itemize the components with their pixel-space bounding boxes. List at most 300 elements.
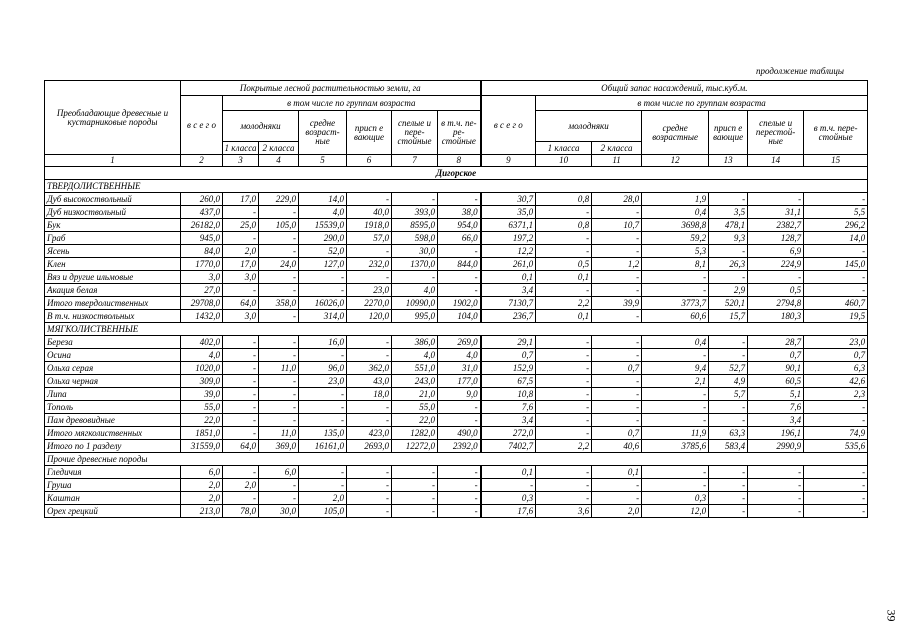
value-cell: - [438, 193, 481, 206]
value-cell: 52,7 [709, 362, 748, 375]
value-cell: 29708,0 [181, 297, 223, 310]
value-cell: 844,0 [438, 258, 481, 271]
value-cell: 6371,1 [481, 219, 536, 232]
value-cell: 7402,7 [481, 440, 536, 453]
value-cell: 1902,0 [438, 297, 481, 310]
value-cell: 16,0 [299, 336, 347, 349]
value-cell: 2990,9 [748, 440, 804, 453]
value-cell: 0,1 [481, 466, 536, 479]
species-name-cell: Итого по 1 разделу [45, 440, 181, 453]
value-cell: 196,1 [748, 427, 804, 440]
area-age-header: в том числе по группам возраста [223, 96, 481, 111]
column-number: 2 [181, 155, 223, 167]
table-row [45, 258, 868, 271]
species-name-cell: Орех грецкий [45, 505, 181, 518]
value-cell: 16026,0 [299, 297, 347, 310]
value-cell: 1282,0 [392, 427, 438, 440]
value-cell: - [709, 414, 748, 427]
species-name-cell: Липа [45, 388, 181, 401]
value-cell: 460,7 [804, 297, 868, 310]
stock-young1-header: 1 класса [536, 142, 592, 155]
stock-middle-header: средне возрастные [642, 111, 709, 155]
value-cell: - [804, 492, 868, 505]
value-cell: - [748, 193, 804, 206]
value-cell: - [347, 271, 392, 284]
value-cell: 25,0 [223, 219, 259, 232]
value-cell: - [223, 492, 259, 505]
value-cell: 490,0 [438, 427, 481, 440]
value-cell: - [592, 479, 642, 492]
table-row [45, 414, 868, 427]
value-cell: - [642, 401, 709, 414]
table-row [45, 232, 868, 245]
value-cell: - [804, 466, 868, 479]
value-cell: 23,0 [347, 284, 392, 297]
value-cell: 296,2 [804, 219, 868, 232]
value-cell: 42,6 [804, 375, 868, 388]
value-cell: 35,0 [481, 206, 536, 219]
column-number: 12 [642, 155, 709, 167]
value-cell: 213,0 [181, 505, 223, 518]
value-cell: - [347, 336, 392, 349]
value-cell: - [259, 479, 299, 492]
value-cell: 3,4 [748, 414, 804, 427]
value-cell: 0,4 [642, 336, 709, 349]
value-cell: 78,0 [223, 505, 259, 518]
value-cell: 64,0 [223, 297, 259, 310]
value-cell: - [223, 401, 259, 414]
value-cell: - [748, 505, 804, 518]
value-cell: - [259, 414, 299, 427]
value-cell: 0,3 [642, 492, 709, 505]
value-cell: 31559,0 [181, 440, 223, 453]
value-cell: 2,3 [804, 388, 868, 401]
value-cell: 3773,7 [642, 297, 709, 310]
value-cell: - [709, 271, 748, 284]
value-cell: 27,0 [181, 284, 223, 297]
species-name-cell: Береза [45, 336, 181, 349]
column-number: 7 [392, 155, 438, 167]
value-cell: - [748, 466, 804, 479]
value-cell: 945,0 [181, 232, 223, 245]
value-cell: - [347, 505, 392, 518]
value-cell: 197,2 [481, 232, 536, 245]
value-cell: - [642, 284, 709, 297]
value-cell: - [438, 505, 481, 518]
section-row [45, 180, 868, 193]
species-name-cell: Бук [45, 219, 181, 232]
value-cell: - [592, 349, 642, 362]
value-cell: - [299, 414, 347, 427]
table-row [45, 375, 868, 388]
value-cell: 4,0 [181, 349, 223, 362]
section-label: МЯГКОЛИСТВЕННЫЕ [45, 323, 868, 336]
table-row [45, 362, 868, 375]
value-cell: 1851,0 [181, 427, 223, 440]
value-cell: 954,0 [438, 219, 481, 232]
value-cell: 1,9 [642, 193, 709, 206]
value-cell: 24,0 [259, 258, 299, 271]
value-cell: 402,0 [181, 336, 223, 349]
value-cell: - [347, 466, 392, 479]
table-row [45, 219, 868, 232]
value-cell: 90,1 [748, 362, 804, 375]
species-name-cell: Вяз и другие ильмовые [45, 271, 181, 284]
value-cell: - [536, 362, 592, 375]
area-young1-header: 1 класса [223, 142, 259, 155]
value-cell: 4,0 [392, 284, 438, 297]
value-cell: 23,0 [804, 336, 868, 349]
value-cell: 4,9 [709, 375, 748, 388]
value-cell: 12,2 [481, 245, 536, 258]
value-cell: 74,9 [804, 427, 868, 440]
value-cell: 128,7 [748, 232, 804, 245]
section-row [45, 323, 868, 336]
value-cell: 995,0 [392, 310, 438, 323]
value-cell: 2,1 [642, 375, 709, 388]
value-cell: 0,3 [481, 492, 536, 505]
value-cell: 127,0 [299, 258, 347, 271]
value-cell: 2,0 [223, 245, 259, 258]
species-name-cell: Ольха черная [45, 375, 181, 388]
table-row [45, 193, 868, 206]
value-cell: - [347, 479, 392, 492]
value-cell: - [592, 336, 642, 349]
value-cell: - [804, 193, 868, 206]
area-young2-header: 2 класса [259, 142, 299, 155]
value-cell: 43,0 [347, 375, 392, 388]
value-cell: 386,0 [392, 336, 438, 349]
value-cell: 3785,6 [642, 440, 709, 453]
value-cell: - [804, 479, 868, 492]
value-cell: 2794,8 [748, 297, 804, 310]
column-number: 15 [804, 155, 868, 167]
value-cell: 22,0 [181, 414, 223, 427]
value-cell: - [804, 505, 868, 518]
value-cell: - [481, 479, 536, 492]
value-cell: 0,1 [592, 466, 642, 479]
value-cell: - [536, 414, 592, 427]
value-cell: 55,0 [392, 401, 438, 414]
area-mature-header: спелые и пере-стойные [392, 111, 438, 155]
value-cell: 358,0 [259, 297, 299, 310]
value-cell: 0,7 [804, 349, 868, 362]
value-cell: - [709, 193, 748, 206]
value-cell: - [642, 414, 709, 427]
value-cell: - [642, 466, 709, 479]
stock-premature-header: присп е вающие [709, 111, 748, 155]
value-cell: - [804, 245, 868, 258]
value-cell: - [438, 479, 481, 492]
value-cell: 96,0 [299, 362, 347, 375]
stock-young2-header: 2 класса [592, 142, 642, 155]
value-cell: 5,7 [709, 388, 748, 401]
value-cell: 3,0 [223, 271, 259, 284]
value-cell: - [709, 401, 748, 414]
area-premature-header: присп е вающие [347, 111, 392, 155]
value-cell: 11,9 [642, 427, 709, 440]
value-cell: - [536, 466, 592, 479]
page-number: 39 [884, 609, 899, 622]
area-group-header: Покрытые лесной растительностью земли, га [181, 81, 481, 96]
value-cell: - [347, 193, 392, 206]
value-cell: 4,0 [392, 349, 438, 362]
value-cell: 2,0 [181, 479, 223, 492]
value-cell: 0,1 [481, 271, 536, 284]
value-cell: - [223, 388, 259, 401]
section-label: ТВЕРДОЛИСТВЕННЫЕ [45, 180, 868, 193]
value-cell: 180,3 [748, 310, 804, 323]
value-cell: 17,0 [223, 258, 259, 271]
value-cell: - [438, 414, 481, 427]
value-cell: 0,8 [536, 193, 592, 206]
value-cell: 105,0 [299, 505, 347, 518]
column-number: 4 [259, 155, 299, 167]
value-cell: 478,1 [709, 219, 748, 232]
value-cell: 9,4 [642, 362, 709, 375]
value-cell: - [392, 271, 438, 284]
value-cell: 14,0 [804, 232, 868, 245]
value-cell: - [804, 284, 868, 297]
value-cell: 12,0 [642, 505, 709, 518]
value-cell: - [592, 401, 642, 414]
value-cell: 135,0 [299, 427, 347, 440]
section-label: Прочие древесные породы [45, 453, 868, 466]
species-name-cell: Дуб высокоствольный [45, 193, 181, 206]
table-row [45, 505, 868, 518]
value-cell: 15,7 [709, 310, 748, 323]
value-cell: 3,4 [481, 414, 536, 427]
value-cell: - [536, 349, 592, 362]
value-cell: - [299, 284, 347, 297]
value-cell: - [536, 375, 592, 388]
value-cell: - [748, 271, 804, 284]
value-cell: - [392, 479, 438, 492]
species-header: Преобладающие древесные и кустарниковые породы [45, 81, 181, 155]
value-cell: - [748, 492, 804, 505]
value-cell: - [592, 245, 642, 258]
table-row [45, 466, 868, 479]
value-cell: 12272,0 [392, 440, 438, 453]
value-cell: - [709, 479, 748, 492]
value-cell: 369,0 [259, 440, 299, 453]
value-cell: - [592, 206, 642, 219]
value-cell: 232,0 [347, 258, 392, 271]
value-cell: 104,0 [438, 310, 481, 323]
value-cell: 66,0 [438, 232, 481, 245]
value-cell: - [299, 349, 347, 362]
species-name-cell: Итого твердолиственных [45, 297, 181, 310]
value-cell: - [592, 375, 642, 388]
value-cell: 17,0 [223, 193, 259, 206]
value-cell: 30,0 [392, 245, 438, 258]
species-name-cell: Ясень [45, 245, 181, 258]
value-cell: - [259, 401, 299, 414]
table-row [45, 492, 868, 505]
value-cell: 3,0 [223, 310, 259, 323]
value-cell: 22,0 [392, 414, 438, 427]
value-cell: 5,3 [642, 245, 709, 258]
species-name-cell: Дуб низкоствольный [45, 206, 181, 219]
column-number: 13 [709, 155, 748, 167]
value-cell: - [259, 349, 299, 362]
value-cell: 67,5 [481, 375, 536, 388]
species-name-cell: Каштан [45, 492, 181, 505]
value-cell: - [536, 232, 592, 245]
table-row [45, 284, 868, 297]
value-cell: - [438, 401, 481, 414]
value-cell: - [259, 336, 299, 349]
value-cell: 40,6 [592, 440, 642, 453]
column-number: 9 [481, 155, 536, 167]
value-cell: - [709, 245, 748, 258]
value-cell: - [709, 492, 748, 505]
value-cell: 2,2 [536, 297, 592, 310]
species-name-cell: Ольха серая [45, 362, 181, 375]
value-cell: - [299, 401, 347, 414]
value-cell: 5,5 [804, 206, 868, 219]
species-name-cell: Гледичия [45, 466, 181, 479]
value-cell: - [259, 492, 299, 505]
value-cell: 423,0 [347, 427, 392, 440]
value-cell: 1370,0 [392, 258, 438, 271]
value-cell: 145,0 [804, 258, 868, 271]
value-cell: 10,8 [481, 388, 536, 401]
value-cell: - [438, 466, 481, 479]
value-cell: 16161,0 [299, 440, 347, 453]
value-cell: 9,0 [438, 388, 481, 401]
value-cell: - [259, 375, 299, 388]
value-cell: 362,0 [347, 362, 392, 375]
value-cell: - [592, 232, 642, 245]
value-cell: 55,0 [181, 401, 223, 414]
value-cell: - [347, 414, 392, 427]
value-cell: - [223, 232, 259, 245]
column-number-row [45, 155, 868, 167]
area-total-header: в с е г о [181, 96, 223, 155]
value-cell: 1918,0 [347, 219, 392, 232]
value-cell: 6,0 [181, 466, 223, 479]
value-cell: - [804, 271, 868, 284]
value-cell: - [223, 349, 259, 362]
value-cell: - [438, 271, 481, 284]
value-cell: 261,0 [481, 258, 536, 271]
value-cell: - [259, 388, 299, 401]
value-cell: 0,4 [642, 206, 709, 219]
value-cell: 11,0 [259, 362, 299, 375]
value-cell: - [223, 336, 259, 349]
value-cell: - [592, 284, 642, 297]
value-cell: 224,9 [748, 258, 804, 271]
column-number: 10 [536, 155, 592, 167]
table-row [45, 349, 868, 362]
value-cell: - [223, 362, 259, 375]
value-cell: 290,0 [299, 232, 347, 245]
value-cell: 3,0 [181, 271, 223, 284]
value-cell: 26182,0 [181, 219, 223, 232]
value-cell: 4,0 [299, 206, 347, 219]
value-cell: 7130,7 [481, 297, 536, 310]
value-cell: 11,0 [259, 427, 299, 440]
value-cell: - [536, 479, 592, 492]
column-number: 6 [347, 155, 392, 167]
value-cell: 314,0 [299, 310, 347, 323]
value-cell: - [536, 401, 592, 414]
value-cell: - [299, 466, 347, 479]
value-cell: 8,1 [642, 258, 709, 271]
value-cell: 0,5 [748, 284, 804, 297]
value-cell: 17,6 [481, 505, 536, 518]
value-cell: - [709, 336, 748, 349]
value-cell: - [592, 414, 642, 427]
value-cell: - [259, 284, 299, 297]
table-row [45, 388, 868, 401]
value-cell: - [536, 388, 592, 401]
area-young-header: молодняки [223, 111, 299, 142]
value-cell: - [592, 492, 642, 505]
value-cell: 6,0 [259, 466, 299, 479]
value-cell: 309,0 [181, 375, 223, 388]
value-cell: - [223, 466, 259, 479]
value-cell: - [536, 206, 592, 219]
value-cell: 177,0 [438, 375, 481, 388]
value-cell: - [299, 479, 347, 492]
value-cell: - [592, 271, 642, 284]
table-row [45, 310, 868, 323]
table-row [45, 297, 868, 310]
value-cell: 0,1 [536, 271, 592, 284]
region-row [45, 167, 868, 180]
value-cell: 6,3 [804, 362, 868, 375]
value-cell: - [299, 388, 347, 401]
species-name-cell: Акация белая [45, 284, 181, 297]
value-cell: 8595,0 [392, 219, 438, 232]
value-cell: - [259, 271, 299, 284]
value-cell: 0,5 [536, 258, 592, 271]
value-cell: 393,0 [392, 206, 438, 219]
value-cell: 2270,0 [347, 297, 392, 310]
table-row [45, 427, 868, 440]
value-cell: 2,0 [181, 492, 223, 505]
species-name-cell: Осина [45, 349, 181, 362]
value-cell: - [592, 310, 642, 323]
species-name-cell: Тополь [45, 401, 181, 414]
value-cell: 26,3 [709, 258, 748, 271]
value-cell: 31,1 [748, 206, 804, 219]
value-cell: 29,1 [481, 336, 536, 349]
value-cell: 3698,8 [642, 219, 709, 232]
value-cell: - [709, 505, 748, 518]
value-cell: - [709, 466, 748, 479]
value-cell: - [223, 427, 259, 440]
value-cell: - [392, 193, 438, 206]
value-cell: 243,0 [392, 375, 438, 388]
value-cell: - [259, 232, 299, 245]
value-cell: 19,5 [804, 310, 868, 323]
species-name-cell: В т.ч. низкоствольных [45, 310, 181, 323]
continuation-note: продолжение таблицы [756, 66, 845, 76]
table-row [45, 479, 868, 492]
value-cell: - [299, 271, 347, 284]
value-cell: 1432,0 [181, 310, 223, 323]
value-cell: 0,1 [536, 310, 592, 323]
value-cell: 28,0 [592, 193, 642, 206]
value-cell: - [536, 492, 592, 505]
value-cell: 3,4 [481, 284, 536, 297]
value-cell: 31,0 [438, 362, 481, 375]
value-cell: 59,2 [642, 232, 709, 245]
value-cell: - [223, 414, 259, 427]
